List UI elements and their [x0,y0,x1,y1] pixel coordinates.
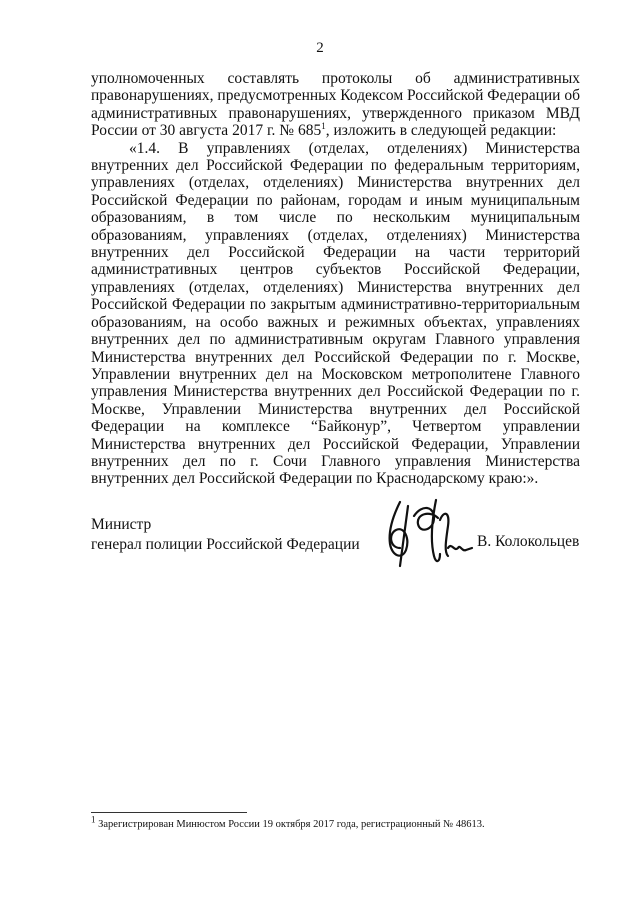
handwritten-signature [378,496,474,574]
intro-paragraph [91,70,580,140]
intro-tail: , изложить в следующей редакции: [325,122,557,140]
footnote-text: Зарегистрирован Минюстом России 19 октября 2017 года, регистрационный № 48613. [95,819,485,830]
footnote-mark: 1 [91,814,96,825]
intro-text: уполномоченных составлять протоколы об административных правонарушениях, предусмотренных Кодексом Российской Федерации об административных правонарушениях, утвержденного приказом МВД России от 30 августа 2017 г. № 685 [91,70,580,140]
signer-title: Министр [91,516,152,533]
footnote-reference: 1 [321,121,326,132]
footnote-divider [91,812,247,813]
footnote [91,814,580,832]
signer-rank: генерал полиции Российской Федерации [91,536,360,553]
signer-name: В. Колокольцев [477,533,580,550]
page-number: 2 [316,40,324,56]
quoted-paragraph: «1.4. В управлениях (отделах, отделениях) Министерства внутренних дел Российской Федерации по федеральным территориям, управлениях (отделах, отделениях) Министерства внутренних дел Российской Федерации по районам, городам и иным муниципальным образованиям, в том числе по нескольким муниципальным образованиям, управлениях (отделах, отделениях) Министерства внутренних дел Российской Федерации на части территорий административных центров субъектов Российской Федерации, управлениях (отделах, отделениях) Министерства внутренних дел Российской Федерации по закрытым административно-территориальным образованиям, на особо важных и режимных объектах, управлениях внутренних дел по административным округам Главного управления Министерства внутренних дел Российской Федерации по г. Москве, Управлении внутренних дел на Московском метрополитене Главного управления Министерства внутренних дел Российской Федерации по г. Москве, Управлении Министерства внутренних дел Российской Федерации на комплексе “Байконур”, Четвертом управлении Министерства внутренних дел Российской Федерации, Управлении внутренних дел по г. Сочи Главного управления Министерства внутренних дел Российской Федерации по Краснодарскому краю:». [91,139,580,488]
document-body [91,70,580,488]
